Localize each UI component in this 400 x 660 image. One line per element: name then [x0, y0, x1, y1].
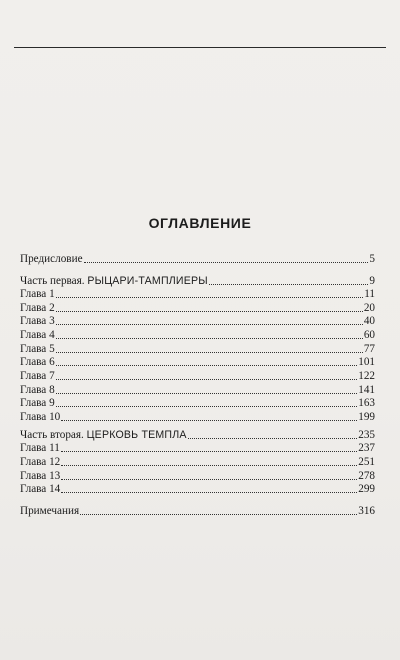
toc-entry: [20, 384, 375, 397]
toc-entry-prefix: Глава 9: [20, 397, 55, 409]
toc-entry: [20, 288, 375, 301]
toc-entry: [20, 397, 375, 410]
toc-entry-page-number: 77: [363, 343, 375, 355]
toc-entry-label: [20, 302, 55, 315]
toc-entry-label: [20, 329, 55, 342]
dot-leader: [80, 505, 357, 515]
toc-entry-label: [20, 483, 60, 496]
dot-leader: [61, 442, 357, 452]
toc-entry-page-number: 101: [358, 356, 375, 368]
toc-entry-page-number: 11: [364, 288, 375, 300]
dot-leader: [56, 315, 363, 325]
toc-entry-prefix: Глава 3: [20, 315, 55, 327]
dot-leader: [56, 397, 358, 407]
toc-entry: [20, 302, 375, 315]
toc-entry-prefix: Часть вторая.: [20, 429, 84, 441]
toc-entry-page-number: 316: [358, 505, 375, 517]
dot-leader: [56, 329, 363, 339]
toc-entry: [20, 343, 375, 356]
toc-entry-prefix: Глава 5: [20, 343, 55, 355]
toc-entry-page-number: 122: [358, 370, 375, 382]
toc-entry: [20, 253, 375, 266]
toc-entry-page-number: 299: [358, 483, 375, 495]
toc-entry-page-number: 278: [358, 470, 375, 482]
toc-entry-prefix: Глава 8: [20, 384, 55, 396]
toc-entry-label: [20, 253, 83, 266]
toc-entry-label: [20, 411, 60, 424]
dot-leader: [61, 483, 357, 493]
dot-leader: [209, 275, 369, 285]
dot-leader: [56, 370, 358, 380]
toc-entry-prefix: Глава 13: [20, 470, 61, 482]
toc-entry: [20, 329, 375, 342]
toc-entry-page-number: 237: [358, 442, 375, 454]
toc-entry-label: [20, 397, 55, 410]
toc-entry-label: [20, 315, 55, 328]
toc-entry-label: [20, 470, 60, 483]
toc-entry-page-number: 9: [369, 275, 375, 287]
toc-entry-page-number: 40: [363, 315, 375, 327]
toc-entry-label: [20, 288, 55, 301]
dot-leader: [56, 384, 358, 394]
toc-entry: [20, 505, 375, 518]
toc-entry-page-number: 60: [363, 329, 375, 341]
toc-entry: [20, 411, 375, 424]
toc-entry: [20, 442, 375, 455]
dot-leader: [61, 411, 357, 421]
toc-entry-prefix: Часть первая.: [20, 275, 85, 287]
toc-entry: [20, 370, 375, 383]
toc-entry-prefix: Глава 14: [20, 483, 61, 495]
dot-leader: [188, 429, 358, 439]
toc-entry-label: [20, 370, 55, 383]
toc-entry-prefix: Глава 10: [20, 411, 61, 423]
dot-leader: [84, 253, 369, 263]
toc-entry-prefix: Глава 1: [20, 288, 55, 300]
toc-entry-prefix: Глава 11: [20, 442, 60, 454]
dot-leader: [56, 302, 363, 312]
dot-leader: [56, 356, 358, 366]
toc-entry-prefix: Глава 7: [20, 370, 55, 382]
dot-leader: [56, 343, 363, 353]
toc-entry-page-number: 199: [358, 411, 375, 423]
toc-entry-label: [20, 384, 55, 397]
toc-entry: [20, 429, 375, 442]
dot-leader: [61, 456, 357, 466]
toc-entry-prefix: Примечания: [20, 505, 80, 517]
toc-entry: [20, 456, 375, 469]
toc-entry-subtitle: ЦЕРКОВЬ ТЕМПЛА: [86, 429, 187, 441]
toc-entry-prefix: Глава 4: [20, 329, 55, 341]
toc-entry-page-number: 163: [358, 397, 375, 409]
dot-leader: [56, 288, 364, 298]
toc-entry: [20, 275, 375, 288]
toc-entry-page-number: 251: [358, 456, 375, 468]
toc-entry-prefix: Глава 12: [20, 456, 61, 468]
toc-entry-label: [20, 505, 79, 518]
toc-entry-prefix: Предисловие: [20, 253, 83, 265]
toc-entry-label: [20, 442, 60, 455]
dot-leader: [61, 470, 357, 480]
toc-entry: [20, 470, 375, 483]
toc-entry-label: [20, 343, 55, 356]
toc-entry-page-number: 141: [358, 384, 375, 396]
toc-entry-page-number: 235: [358, 429, 375, 441]
toc-entry: [20, 315, 375, 328]
toc-entry-label: [20, 275, 208, 288]
toc-entry-page-number: 5: [369, 253, 375, 265]
toc-entry-label: [20, 456, 60, 469]
toc-heading: ОГЛАВЛЕНИЕ: [148, 215, 252, 231]
toc-entry-prefix: Глава 2: [20, 302, 55, 314]
toc-entry: [20, 356, 375, 369]
toc-entry: [20, 483, 375, 496]
toc-entry-subtitle: РЫЦАРИ-ТАМПЛИЕРЫ: [87, 275, 208, 287]
toc-entry-prefix: Глава 6: [20, 356, 55, 368]
toc-entry-label: [20, 429, 187, 442]
toc-entry-page-number: 20: [363, 302, 375, 314]
top-rule: [14, 47, 386, 48]
toc-entry-label: [20, 356, 55, 369]
